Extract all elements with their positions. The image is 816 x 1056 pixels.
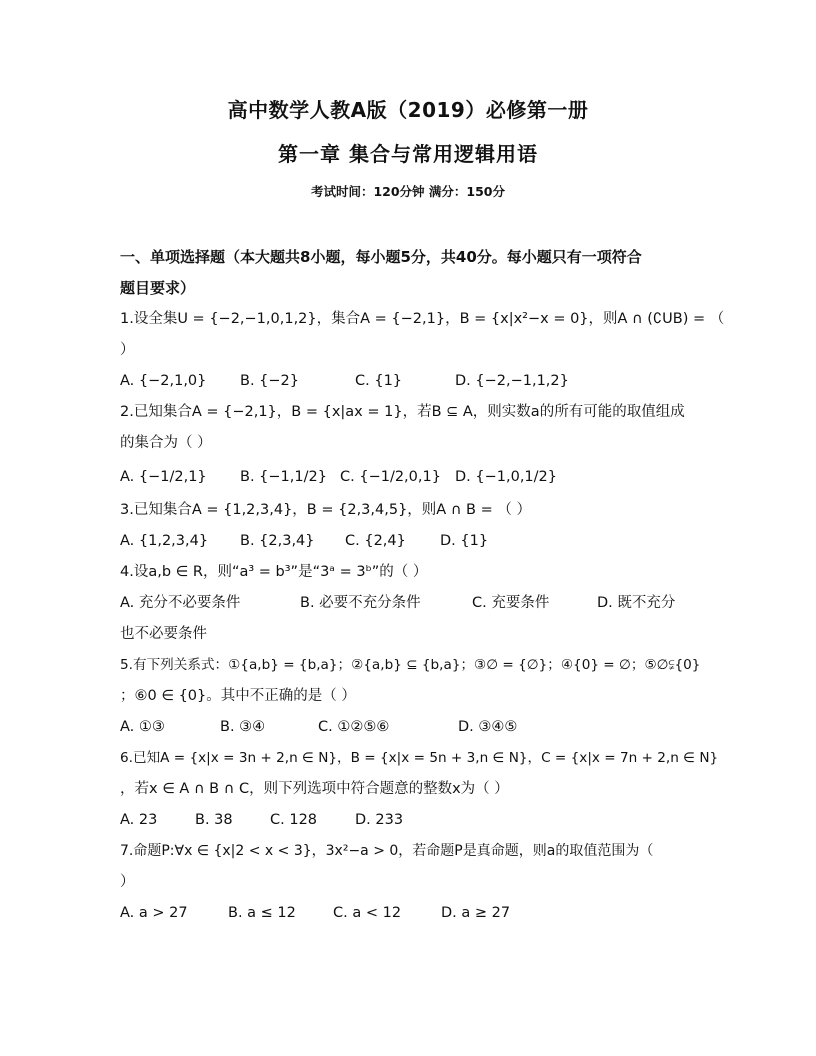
chapter-title: 第一章 集合与常用逻辑用语 xyxy=(278,142,538,166)
option-a: A. 23 xyxy=(120,812,158,828)
question-4-stem: 4.设a,b ∈ R，则“a³ = b³”是“3ᵃ = 3ᵇ”的（ ） xyxy=(120,564,428,580)
option-c: C. ①②⑤⑥ xyxy=(318,719,390,735)
question-6-options xyxy=(120,805,696,836)
question-6-stem-cont: ，若x ∈ A ∩ B ∩ C，则下列选项中符合题意的整数x为（ ） xyxy=(120,781,509,797)
question-4-options xyxy=(120,588,696,619)
option-d: D. {1} xyxy=(440,533,489,549)
question-1-stem-cont: ） xyxy=(120,342,135,358)
question-2-options xyxy=(120,459,696,495)
option-d: D. 233 xyxy=(355,812,404,828)
option-b: B. {−1,1/2} xyxy=(240,469,327,485)
option-d: D. {−1,0,1/2} xyxy=(455,469,557,485)
document-title: 高中数学人教A版（2019）必修第一册 xyxy=(227,98,589,122)
question-2-stem: 2.已知集合A = {−2,1}，B = {x|ax = 1}，若B ⊆ A，则实数a的所有可能的取值组成 xyxy=(120,404,685,420)
question-3-options xyxy=(120,526,696,557)
option-d: D. ③④⑤ xyxy=(458,719,518,735)
question-7-stem-cont: ） xyxy=(120,874,135,890)
option-a: A. a > 27 xyxy=(120,905,188,921)
question-4-option-d-cont: 也不必要条件 xyxy=(120,626,207,642)
option-b: B. a ≤ 12 xyxy=(228,905,296,921)
question-body xyxy=(120,242,725,929)
question-1-options xyxy=(120,366,696,397)
option-d: D. {−2,−1,1,2} xyxy=(455,373,569,389)
option-d: D. 既不充分 xyxy=(597,595,676,611)
option-b: B. {2,3,4} xyxy=(240,533,315,549)
option-c: C. a < 12 xyxy=(333,905,402,921)
option-b: B. 38 xyxy=(195,812,233,828)
question-1-stem: 1.设全集U = {−2,−1,0,1,2}，集合A = {−2,1}，B = {x|x²−x = 0}，则A ∩ (∁UB) = （ xyxy=(120,311,725,327)
option-c: C. {1} xyxy=(355,373,403,389)
option-a: A. {−1/2,1} xyxy=(120,469,207,485)
option-a: A. ①③ xyxy=(120,719,165,735)
question-5-stem-cont: ；⑥0 ∈ {0}。其中不正确的是（ ） xyxy=(120,688,356,704)
question-7-stem: 7.命题P:∀x ∈ {x|2 < x < 3}，3x²−a > 0，若命题P是真命题，则a的取值范围为（ xyxy=(120,843,654,859)
option-b: B. {−2} xyxy=(240,373,299,389)
question-6-stem: 6.已知A = {x|x = 3n + 2,n ∈ N}，B = {x|x = 5n + 3,n ∈ N}，C = {x|x = 7n + 2,n ∈ N} xyxy=(120,750,719,766)
option-c: C. {2,4} xyxy=(345,533,406,549)
option-b: B. 必要不充分条件 xyxy=(300,595,421,611)
question-7-options xyxy=(120,898,696,929)
exam-meta: 考试时间：120分钟 满分：150分 xyxy=(310,184,506,199)
question-3-stem: 3.已知集合A = {1,2,3,4}，B = {2,3,4,5}，则A ∩ B = （ ） xyxy=(120,502,531,518)
question-5-stem: 5.有下列关系式：①{a,b} = {b,a}；②{a,b} ⊆ {b,a}；③∅ = {∅}；④{0} = ∅；⑤∅⫋{0} xyxy=(120,657,701,673)
option-c: C. {−1/2,0,1} xyxy=(340,469,441,485)
option-b: B. ③④ xyxy=(220,719,266,735)
option-c: C. 128 xyxy=(270,812,318,828)
option-a: A. 充分不必要条件 xyxy=(120,595,241,611)
section-heading-line-1: 一、单项选择题（本大题共8小题，每小题5分，共40分。每小题只有一项符合 xyxy=(120,248,642,266)
question-5-options xyxy=(120,712,696,743)
option-c: C. 充要条件 xyxy=(472,595,550,611)
question-2-stem-cont: 的集合为（ ） xyxy=(120,435,212,451)
section-heading-line-2: 题目要求） xyxy=(120,279,196,297)
option-a: A. {1,2,3,4} xyxy=(120,533,209,549)
option-a: A. {−2,1,0} xyxy=(120,373,207,389)
option-d: D. a ≥ 27 xyxy=(441,905,511,921)
